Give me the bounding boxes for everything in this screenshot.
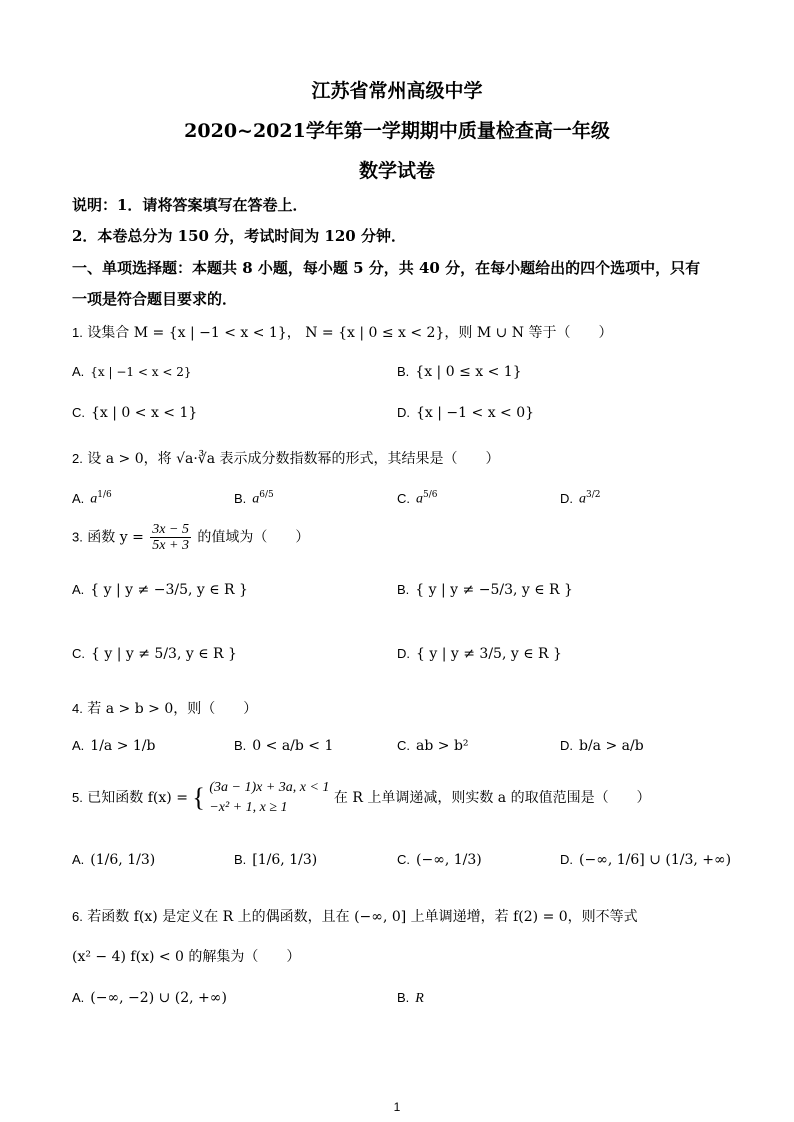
section-heading-line-1: 一、单项选择题：本题共 8 小题，每小题 5 分，共 40 分，在每小题给出的四个选项中，只有 <box>72 259 701 277</box>
q3-option-c[interactable]: C. { y | y ≠ 5/3, y ∈ R } <box>72 646 237 662</box>
brace-left-icon: { <box>192 783 205 812</box>
question-4 <box>72 698 257 718</box>
option-exponent: 6/5 <box>259 490 274 500</box>
q5-option-c[interactable]: C. (−∞, 1/3) <box>397 852 482 868</box>
q5-option-d[interactable]: D. (−∞, 1/6] ∪ (1/3, +∞) <box>560 852 732 868</box>
option-text: { y | y ≠ 3/5, y ∈ R } <box>416 646 562 662</box>
q5-option-b[interactable]: B. [1/6, 1/3) <box>234 852 318 868</box>
section-heading-line-2: 一项是符合题目要求的． <box>72 290 238 308</box>
question-number: 2. <box>72 451 83 466</box>
option-base: a <box>90 491 98 507</box>
q6-option-a[interactable]: A. (−∞, −2) ∪ (2, +∞) <box>72 990 227 1006</box>
question-text-line-1: 若函数 f(x) 是定义在 R 上的偶函数，且在 (−∞, 0] 上单调递增，若 f(2) = 0，则不等式 <box>87 909 638 925</box>
note-line-1: 说明：1．请将答案填写在答卷上． <box>72 196 308 214</box>
school-title: 江苏省常州高级中学 <box>311 80 483 102</box>
question-number: 4. <box>72 701 83 716</box>
option-text: 0 < a/b < 1 <box>252 738 334 754</box>
option-text: { y | y ≠ 5/3, y ∈ R } <box>91 646 237 662</box>
question-number: 3. <box>72 529 83 545</box>
q6-option-b[interactable]: B. R <box>397 990 424 1006</box>
q5-option-a[interactable]: A. (1/6, 1/3) <box>72 852 156 868</box>
question-2 <box>72 448 500 468</box>
question-5 <box>72 778 651 818</box>
option-text: (−∞, −2) ∪ (2, +∞) <box>90 990 227 1006</box>
q1-option-d[interactable]: D. {x | −1 < x < 0} <box>397 405 535 421</box>
option-text: (−∞, 1/3) <box>416 852 482 868</box>
option-exponent: 5/6 <box>423 490 438 500</box>
question-6 <box>72 906 638 926</box>
note-line-2: 2．本卷总分为 150 分，考试时间为 120 分钟． <box>72 227 406 245</box>
option-text: (1/6, 1/3) <box>90 852 156 868</box>
q4-option-c[interactable]: C. ab > b² <box>397 738 469 754</box>
q2-option-d[interactable]: D. $a^{3/2}$ <box>560 490 601 507</box>
option-text: ab > b² <box>416 738 469 754</box>
q3-option-d[interactable]: D. { y | y ≠ 3/5, y ∈ R } <box>397 646 562 662</box>
q2-option-a[interactable]: A. $a^{1/6}$ <box>72 490 112 507</box>
option-exponent: 3/2 <box>586 490 601 500</box>
option-text: 1/a > 1/b <box>90 738 156 754</box>
option-text: { y | y ≠ −5/3, y ∈ R } <box>415 582 573 598</box>
option-exponent: 1/6 <box>97 490 112 500</box>
q3-option-a[interactable]: A. { y | y ≠ −3/5, y ∈ R } <box>72 582 248 598</box>
question-6-line-2: (x² − 4) f(x) < 0 的解集为（ ） <box>72 949 301 965</box>
subject-title: 数学试卷 <box>358 160 435 182</box>
page-number: 1 <box>393 1100 401 1114</box>
option-text: {x | 0 ≤ x < 1} <box>415 364 522 380</box>
option-text: b/a > a/b <box>579 738 644 754</box>
question-post: 的值域为（ ） <box>197 529 310 546</box>
q2-option-c[interactable]: C. $a^{5/6}$ <box>397 490 438 507</box>
option-base: a <box>416 491 423 507</box>
option-text: (−∞, 1/6] ∪ (1/3, +∞) <box>579 852 732 868</box>
option-text: { y | y ≠ −3/5, y ∈ R } <box>90 582 248 598</box>
question-text: 若 a > b > 0，则（ ） <box>87 701 258 717</box>
question-pre: 已知函数 f(x) = <box>87 790 188 806</box>
fraction-denominator: 5x + 3 <box>152 538 189 553</box>
question-number: 1. <box>72 325 83 340</box>
option-text: {x | −1 < x < 0} <box>416 405 535 421</box>
q2-option-b[interactable]: B. $a^{6/5}$ <box>234 490 274 507</box>
question-1 <box>72 322 613 342</box>
option-text: {x | −1 < x < 2} <box>90 365 192 379</box>
case-2: −x² + 1, x ≥ 1 <box>209 800 288 815</box>
q4-option-b[interactable]: B. 0 < a/b < 1 <box>234 738 334 754</box>
exam-title: 2020~2021学年第一学期期中质量检查高一年级 <box>184 120 610 142</box>
option-base: a <box>579 491 586 507</box>
fraction <box>150 522 191 553</box>
fraction-numerator: 3x − 5 <box>152 522 189 537</box>
q4-option-d[interactable]: D. b/a > a/b <box>560 738 644 754</box>
question-text: 设 a > 0，将 √a·∛a 表示成分数指数幂的形式，其结果是（ ） <box>87 451 500 467</box>
question-3 <box>72 522 309 553</box>
q3-option-b[interactable]: B. { y | y ≠ −5/3, y ∈ R } <box>397 582 573 598</box>
q1-option-a[interactable]: A. {x | −1 < x < 2} <box>72 364 192 379</box>
q1-option-b[interactable]: B. {x | 0 ≤ x < 1} <box>397 364 522 380</box>
option-text: {x | 0 < x < 1} <box>91 405 198 421</box>
option-text: R <box>415 991 424 1006</box>
question-pre: 函数 y = <box>87 529 144 546</box>
question-post: 在 R 上单调递减，则实数 a 的取值范围是（ ） <box>333 790 651 806</box>
option-text: [1/6, 1/3) <box>252 852 318 868</box>
option-base: a <box>252 491 260 507</box>
question-text: 设集合 M = {x | −1 < x < 1}， N = {x | 0 ≤ x < 2}，则 M ∪ N 等于（ ） <box>87 325 613 341</box>
question-number: 5. <box>72 790 83 805</box>
q4-option-a[interactable]: A. 1/a > 1/b <box>72 738 156 754</box>
question-number: 6. <box>72 909 83 924</box>
q1-option-c[interactable]: C. {x | 0 < x < 1} <box>72 405 198 421</box>
piecewise-cases <box>209 778 329 818</box>
case-1: (3a − 1)x + 3a, x < 1 <box>209 780 330 795</box>
